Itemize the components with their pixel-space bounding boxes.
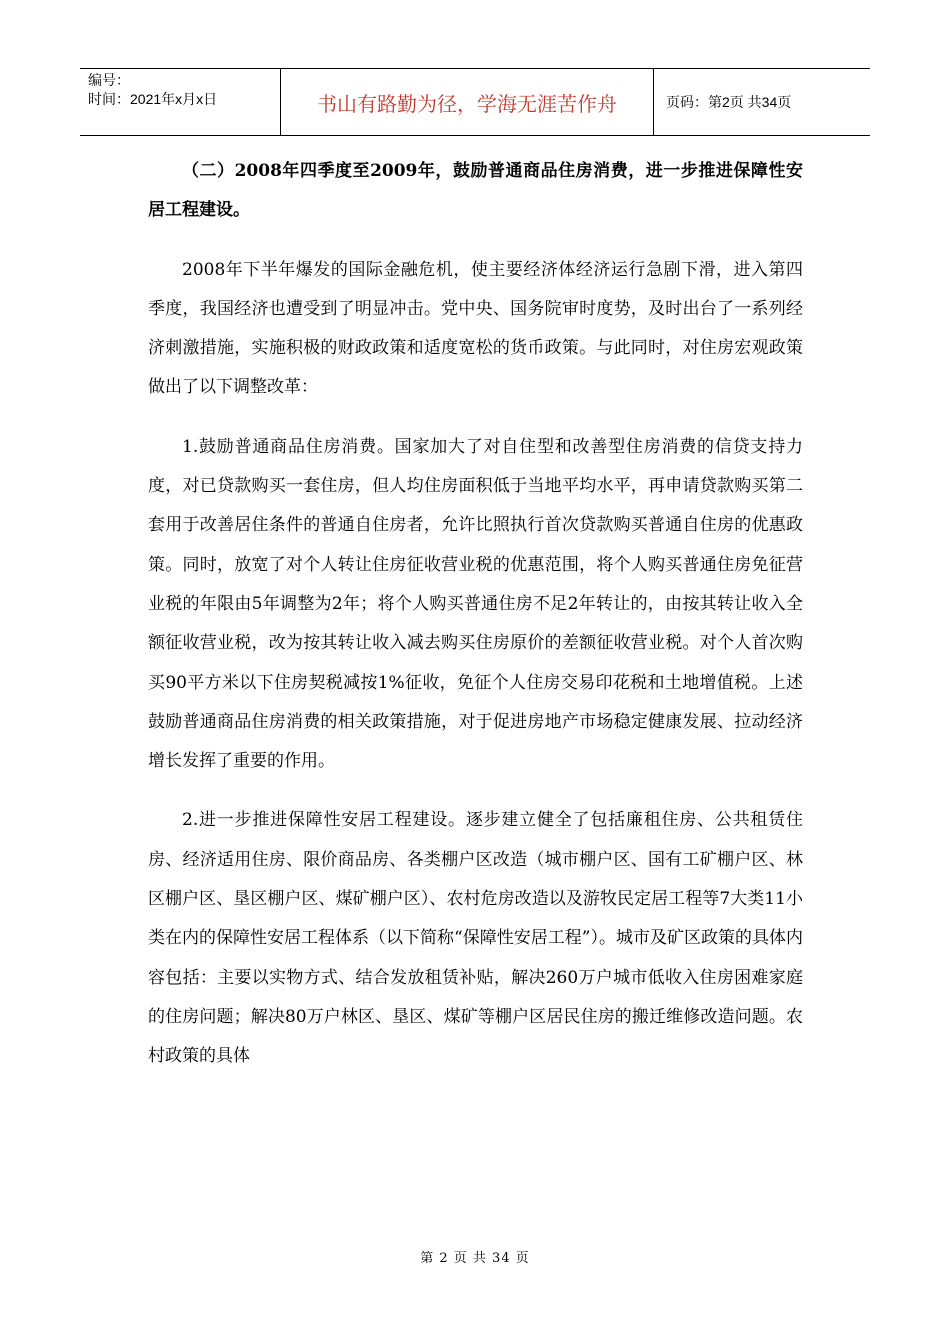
body-paragraph-2: 1.鼓励普通商品住房消费。国家加大了对自住型和改善型住房消费的信贷支持力度，对已贷款购买一套住房，但人均住房面积低于当地平均水平，再申请贷款购买第二套用于改善居住条件的普通自住房者，允许比照执行首次贷款购买普通自住房的优惠政策。同时，放宽了对个人转让住房征收营业税的优惠范围，将个人购买普通住房免征营业税的年限由5年调整为2年；将个人购买普通住房不足2年转让的，由按其转让收入全额征收营业税，改为按其转让收入减去购买住房原价的差额征收营业税。对个人首次购买90平方米以下住房契税减按1%征收，免征个人住房交易印花税和土地增值税。上述鼓励普通商品住房消费的相关政策措施，对于促进房地产市场稳定健康发展、拉动经济增长发挥了重要的作用。 [148, 436, 803, 772]
document-date-label: 时间：2021年x月x日 [88, 91, 218, 107]
page-footer: 第 2 页 共 34 页 [420, 1251, 530, 1266]
body-paragraph-3: 2.进一步推进保障性安居工程建设。逐步建立健全了包括廉租住房、公共租赁住房、经济适用住房、限价商品房、各类棚户区改造（城市棚户区、国有工矿棚户区、林区棚户区、垦区棚户区、煤矿棚户区）、农村危房改造以及游牧民定居工程等7大类11小类在内的保障性安居工程体系（以下简称“保障性安居工程”）。城市及矿区政策的具体内容包括：主要以实物方式、结合发放租赁补贴，解决260万户城市低收入住房困难家庭的住房问题；解决80万户林区、垦区、煤矿等棚户区居民住房的搬迁维修改造问题。农村政策的具体 [148, 810, 803, 1067]
document-header [80, 68, 870, 136]
section-heading: （二）2008年四季度至2009年，鼓励普通商品住房消费，进一步推进保障性安居工程建设。 [148, 161, 803, 221]
header-meta [80, 69, 280, 135]
document-number-label: 编号： [88, 72, 130, 88]
header-motto: 书山有路勤为径，学海无涯苦作舟 [280, 69, 654, 135]
header-page-info: 页码：第2页 共34页 [666, 94, 792, 110]
document-body [148, 152, 803, 1077]
body-paragraph-1: 2008年下半年爆发的国际金融危机，使主要经济体经济运行急剧下滑，进入第四季度，我国经济也遭受到了明显冲击。党中央、国务院审时度势，及时出台了一系列经济刺激措施，实施积极的财政政策和适度宽松的货币政策。与此同时，对住房宏观政策做出了以下调整改革： [148, 259, 803, 398]
